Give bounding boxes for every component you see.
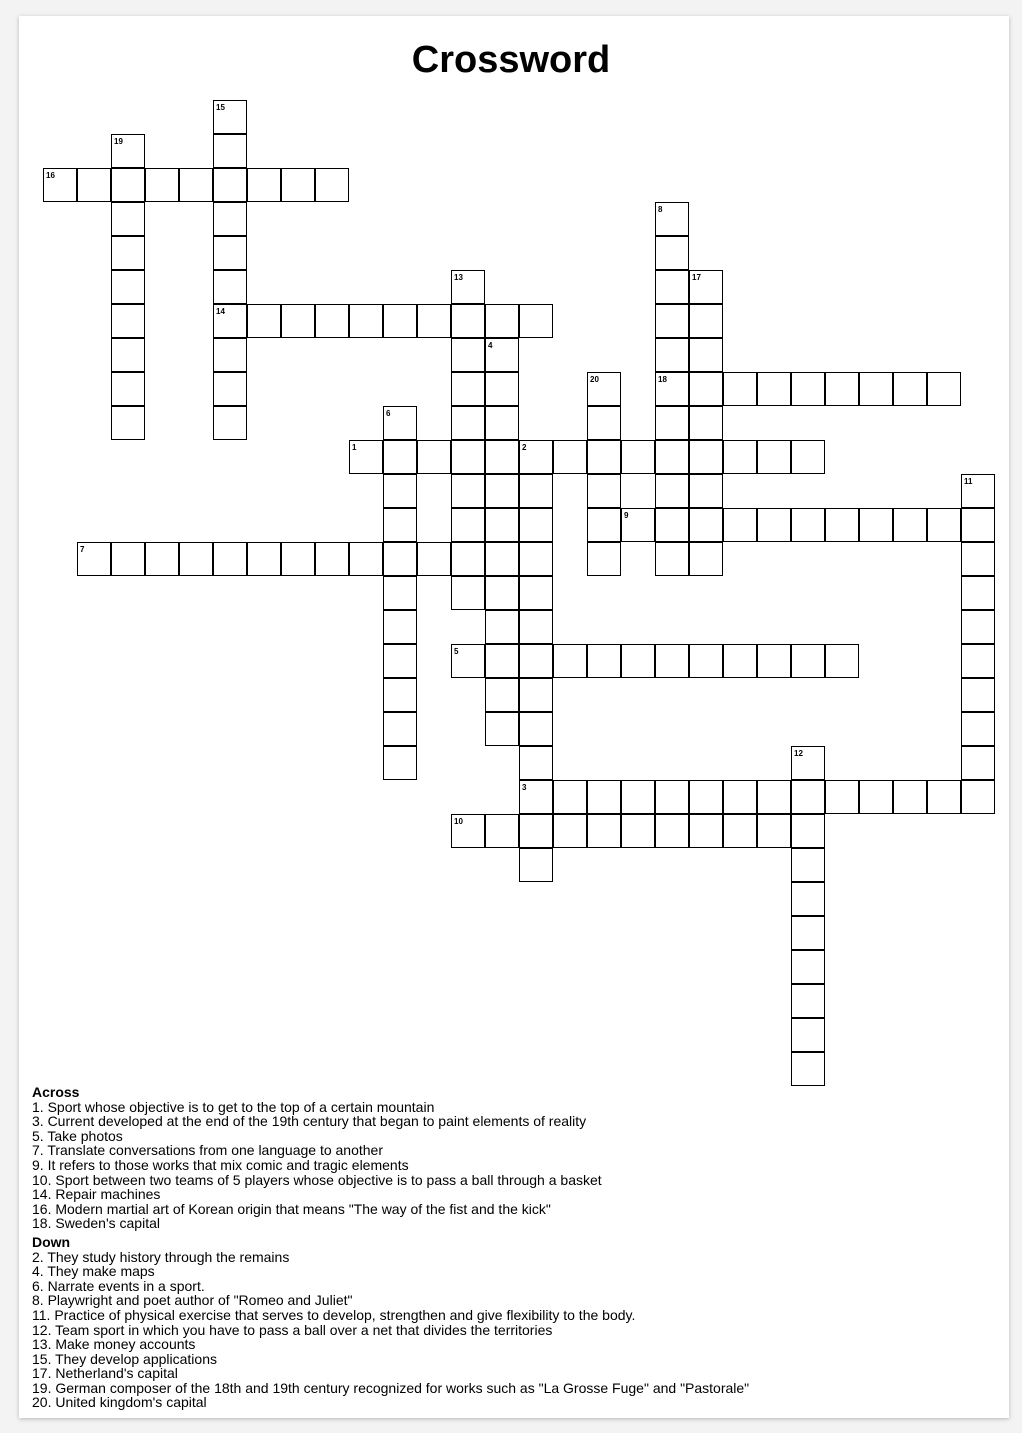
crossword-cell[interactable] (485, 678, 519, 712)
down-clue: 17. Netherland's capital (32, 1365, 178, 1382)
crossword-cell[interactable] (451, 508, 485, 542)
crossword-cell[interactable] (587, 814, 621, 848)
crossword-cell[interactable] (655, 406, 689, 440)
crossword-cell[interactable] (689, 814, 723, 848)
clue-number-label: 11 (964, 477, 973, 486)
crossword-cell[interactable] (349, 304, 383, 338)
crossword-cell[interactable] (723, 440, 757, 474)
clue-number-label: 14 (216, 307, 225, 316)
down-clue: 4. They make maps (32, 1263, 155, 1280)
clue-number-label: 16 (46, 171, 55, 180)
down-clue: 12. Team sport in which you have to pass a ball over a net that divides the territories (32, 1321, 553, 1338)
clue-number-label: 12 (794, 749, 803, 758)
crossword-cell[interactable] (791, 1052, 825, 1086)
clue-number-label: 5 (454, 647, 459, 656)
crossword-cell[interactable] (859, 508, 893, 542)
crossword-cell[interactable] (383, 678, 417, 712)
crossword-cell[interactable] (485, 474, 519, 508)
crossword-cell[interactable] (519, 610, 553, 644)
crossword-cell[interactable] (281, 542, 315, 576)
across-clue: 10. Sport between two teams of 5 players whose objective is to pass a ball through a basket (32, 1171, 602, 1188)
crossword-cell[interactable] (519, 678, 553, 712)
crossword-cell[interactable] (689, 474, 723, 508)
crossword-cell[interactable] (519, 304, 553, 338)
crossword-cell[interactable] (417, 542, 451, 576)
crossword-cell[interactable] (655, 644, 689, 678)
crossword-cell[interactable] (961, 644, 995, 678)
crossword-cell[interactable] (145, 168, 179, 202)
crossword-cell[interactable] (655, 338, 689, 372)
crossword-cell[interactable] (757, 372, 791, 406)
crossword-cell[interactable] (655, 780, 689, 814)
down-clue: 20. United kingdom's capital (32, 1394, 207, 1411)
page-title: Crossword (411, 39, 611, 81)
crossword-cell[interactable] (927, 508, 961, 542)
crossword-cell[interactable] (485, 610, 519, 644)
crossword-cell[interactable] (723, 508, 757, 542)
crossword-cell[interactable] (485, 372, 519, 406)
crossword-cell[interactable] (485, 508, 519, 542)
crossword-cell[interactable] (655, 542, 689, 576)
crossword-cell[interactable] (927, 372, 961, 406)
crossword-cell[interactable] (689, 406, 723, 440)
crossword-cell[interactable] (927, 780, 961, 814)
crossword-cell[interactable] (451, 576, 485, 610)
crossword-cell[interactable] (893, 508, 927, 542)
crossword-cell[interactable] (485, 712, 519, 746)
crossword-cell[interactable] (723, 780, 757, 814)
crossword-cell[interactable] (961, 678, 995, 712)
crossword-cell[interactable] (689, 780, 723, 814)
crossword-cell[interactable] (689, 508, 723, 542)
crossword-cell[interactable] (383, 474, 417, 508)
crossword-cell[interactable] (485, 542, 519, 576)
crossword-cell[interactable] (213, 168, 247, 202)
crossword-cell[interactable] (961, 576, 995, 610)
crossword-cell[interactable] (621, 644, 655, 678)
crossword-cell[interactable] (451, 372, 485, 406)
crossword-cell[interactable] (111, 236, 145, 270)
clue-number-label: 8 (658, 205, 663, 214)
crossword-cell[interactable] (383, 712, 417, 746)
crossword-cell[interactable] (791, 780, 825, 814)
crossword-cell[interactable] (451, 304, 485, 338)
crossword-cell[interactable] (791, 1018, 825, 1052)
crossword-cell[interactable] (655, 236, 689, 270)
crossword-cell[interactable] (519, 576, 553, 610)
crossword-cell[interactable] (893, 780, 927, 814)
crossword-cell[interactable] (825, 508, 859, 542)
crossword-cell[interactable] (451, 542, 485, 576)
crossword-cell[interactable] (315, 168, 349, 202)
crossword-cell[interactable] (961, 712, 995, 746)
down-clue: 15. They develop applications (32, 1350, 217, 1367)
crossword-cell[interactable] (383, 508, 417, 542)
across-clue: 9. It refers to those works that mix comic and tragic elements (32, 1156, 409, 1173)
crossword-cell[interactable] (791, 814, 825, 848)
crossword-cell[interactable] (859, 372, 893, 406)
clue-number-label: 3 (522, 783, 527, 792)
crossword-cell[interactable] (315, 542, 349, 576)
across-clue: 14. Repair machines (32, 1186, 161, 1203)
crossword-cell[interactable] (111, 542, 145, 576)
down-clue: 2. They study history through the remains (32, 1248, 290, 1265)
crossword-cell[interactable] (655, 814, 689, 848)
crossword-cell[interactable] (825, 644, 859, 678)
crossword-cell[interactable] (825, 372, 859, 406)
crossword-cell[interactable] (587, 474, 621, 508)
down-clue: 8. Playwright and poet author of "Romeo and Juliet" (32, 1292, 353, 1309)
crossword-cell[interactable] (451, 338, 485, 372)
crossword-cell[interactable] (485, 406, 519, 440)
clue-number-label: 4 (488, 341, 493, 350)
crossword-cell[interactable] (213, 542, 247, 576)
clue-number-label: 13 (454, 273, 463, 282)
crossword-cell[interactable] (655, 508, 689, 542)
crossword-cell[interactable] (519, 644, 553, 678)
crossword-cell[interactable] (213, 270, 247, 304)
crossword-cell[interactable] (111, 202, 145, 236)
clue-number-label: 2 (522, 443, 527, 452)
crossword-cell[interactable] (145, 542, 179, 576)
crossword-cell[interactable] (825, 780, 859, 814)
crossword-cell[interactable] (791, 984, 825, 1018)
crossword-cell[interactable] (383, 542, 417, 576)
clue-number-label: 18 (658, 375, 667, 384)
crossword-cell[interactable] (961, 508, 995, 542)
crossword-cell[interactable] (655, 304, 689, 338)
crossword-cell[interactable] (281, 304, 315, 338)
crossword-cell[interactable] (111, 372, 145, 406)
crossword-cell[interactable] (689, 372, 723, 406)
clue-number-label: 19 (114, 137, 123, 146)
crossword-cell[interactable] (791, 950, 825, 984)
crossword-cell[interactable] (383, 644, 417, 678)
crossword-cell[interactable] (519, 542, 553, 576)
across-clue: 5. Take photos (32, 1127, 123, 1144)
crossword-cell[interactable] (859, 780, 893, 814)
crossword-cell[interactable] (519, 508, 553, 542)
crossword-cell[interactable] (689, 644, 723, 678)
crossword-cell[interactable] (111, 338, 145, 372)
crossword-cell[interactable] (961, 610, 995, 644)
crossword-cell[interactable] (655, 440, 689, 474)
crossword-cell[interactable] (485, 440, 519, 474)
crossword-cell[interactable] (417, 304, 451, 338)
across-clue: 18. Sweden's capital (32, 1215, 160, 1232)
crossword-cell[interactable] (213, 236, 247, 270)
crossword-cell[interactable] (961, 746, 995, 780)
crossword-cell[interactable] (757, 508, 791, 542)
crossword-cell[interactable] (213, 372, 247, 406)
crossword-cell[interactable] (213, 134, 247, 168)
crossword-cell[interactable] (553, 814, 587, 848)
crossword-cell[interactable] (247, 304, 281, 338)
crossword-cell[interactable] (451, 474, 485, 508)
crossword-cell[interactable] (587, 440, 621, 474)
crossword-cell[interactable] (621, 780, 655, 814)
crossword-cell[interactable] (961, 780, 995, 814)
crossword-cell[interactable] (587, 780, 621, 814)
crossword-cell[interactable] (349, 542, 383, 576)
clue-number-label: 6 (386, 409, 391, 418)
crossword-cell[interactable] (281, 168, 315, 202)
crossword-cell[interactable] (553, 440, 587, 474)
crossword-cell[interactable] (485, 814, 519, 848)
clue-number-label: 17 (692, 273, 701, 282)
crossword-cell[interactable] (757, 440, 791, 474)
clue-list (32, 1085, 992, 1410)
crossword-cell[interactable] (111, 304, 145, 338)
crossword-cell[interactable] (791, 508, 825, 542)
crossword-cell[interactable] (213, 406, 247, 440)
crossword-cell[interactable] (519, 474, 553, 508)
crossword-cell[interactable] (689, 440, 723, 474)
crossword-cell[interactable] (723, 644, 757, 678)
crossword-cell[interactable] (213, 338, 247, 372)
crossword-cell[interactable] (383, 440, 417, 474)
crossword-cell[interactable] (485, 576, 519, 610)
crossword-cell[interactable] (791, 644, 825, 678)
crossword-cell[interactable] (111, 270, 145, 304)
clue-number-label: 7 (80, 545, 85, 554)
clue-number-label: 1 (352, 443, 357, 452)
crossword-cell[interactable] (757, 644, 791, 678)
crossword-cell[interactable] (77, 168, 111, 202)
crossword-cell[interactable] (247, 542, 281, 576)
crossword-cell[interactable] (791, 440, 825, 474)
down-clue: 6. Narrate events in a sport. (32, 1277, 205, 1294)
down-clue: 13. Make money accounts (32, 1336, 196, 1353)
crossword-cell[interactable] (655, 474, 689, 508)
crossword-cell[interactable] (485, 644, 519, 678)
crossword-cell[interactable] (383, 576, 417, 610)
crossword-cell[interactable] (723, 372, 757, 406)
crossword-cell[interactable] (111, 168, 145, 202)
crossword-cell[interactable] (723, 814, 757, 848)
crossword-cell[interactable] (961, 542, 995, 576)
crossword-cell[interactable] (621, 814, 655, 848)
crossword-cell[interactable] (757, 814, 791, 848)
crossword-cell[interactable] (451, 406, 485, 440)
crossword-cell[interactable] (553, 780, 587, 814)
across-clue: 7. Translate conversations from one language to another (32, 1142, 383, 1159)
crossword-cell[interactable] (213, 202, 247, 236)
across-heading: Across (32, 1084, 80, 1100)
crossword-cell[interactable] (689, 304, 723, 338)
crossword-cell[interactable] (893, 372, 927, 406)
crossword-cell[interactable] (587, 644, 621, 678)
crossword-cell[interactable] (791, 882, 825, 916)
crossword-cell[interactable] (791, 372, 825, 406)
crossword-cell[interactable] (383, 746, 417, 780)
down-clue: 11. Practice of physical exercise that serves to develop, strengthen and give flexibility to the body. (32, 1306, 636, 1323)
crossword-cell[interactable] (655, 270, 689, 304)
crossword-cell[interactable] (417, 440, 451, 474)
crossword-cell[interactable] (247, 168, 281, 202)
across-clue: 3. Current developed at the end of the 19th century that began to paint elements of reality (32, 1113, 587, 1130)
crossword-cell[interactable] (315, 304, 349, 338)
crossword-cell[interactable] (519, 712, 553, 746)
crossword-cell[interactable] (519, 814, 553, 848)
crossword-cell[interactable] (587, 508, 621, 542)
crossword-cell[interactable] (587, 542, 621, 576)
clue-number-label: 15 (216, 103, 225, 112)
crossword-cell[interactable] (383, 304, 417, 338)
crossword-cell[interactable] (179, 542, 213, 576)
crossword-cell[interactable] (791, 848, 825, 882)
crossword-cell[interactable] (587, 406, 621, 440)
crossword-cell[interactable] (179, 168, 213, 202)
crossword-cell[interactable] (791, 916, 825, 950)
down-heading: Down (32, 1233, 71, 1250)
crossword-cell[interactable] (519, 848, 553, 882)
crossword-cell[interactable] (689, 338, 723, 372)
crossword-cell[interactable] (111, 406, 145, 440)
crossword-cell[interactable] (519, 746, 553, 780)
across-clue: 16. Modern martial art of Korean origin that means "The way of the fist and the kick" (32, 1200, 551, 1217)
clue-number-label: 20 (590, 375, 599, 384)
down-clue: 19. German composer of the 18th and 19th century recognized for works such as "La Grosse Fuge" and "Pastorale" (32, 1379, 750, 1396)
crossword-cell[interactable] (485, 304, 519, 338)
across-clue: 1. Sport whose objective is to get to the top of a certain mountain (32, 1098, 435, 1115)
crossword-cell[interactable] (689, 542, 723, 576)
crossword-cell[interactable] (553, 644, 587, 678)
clue-number-label: 10 (454, 817, 463, 826)
crossword-cell[interactable] (757, 780, 791, 814)
crossword-cell[interactable] (451, 440, 485, 474)
clue-number-label: 9 (624, 511, 629, 520)
crossword-cell[interactable] (383, 610, 417, 644)
crossword-cell[interactable] (621, 440, 655, 474)
